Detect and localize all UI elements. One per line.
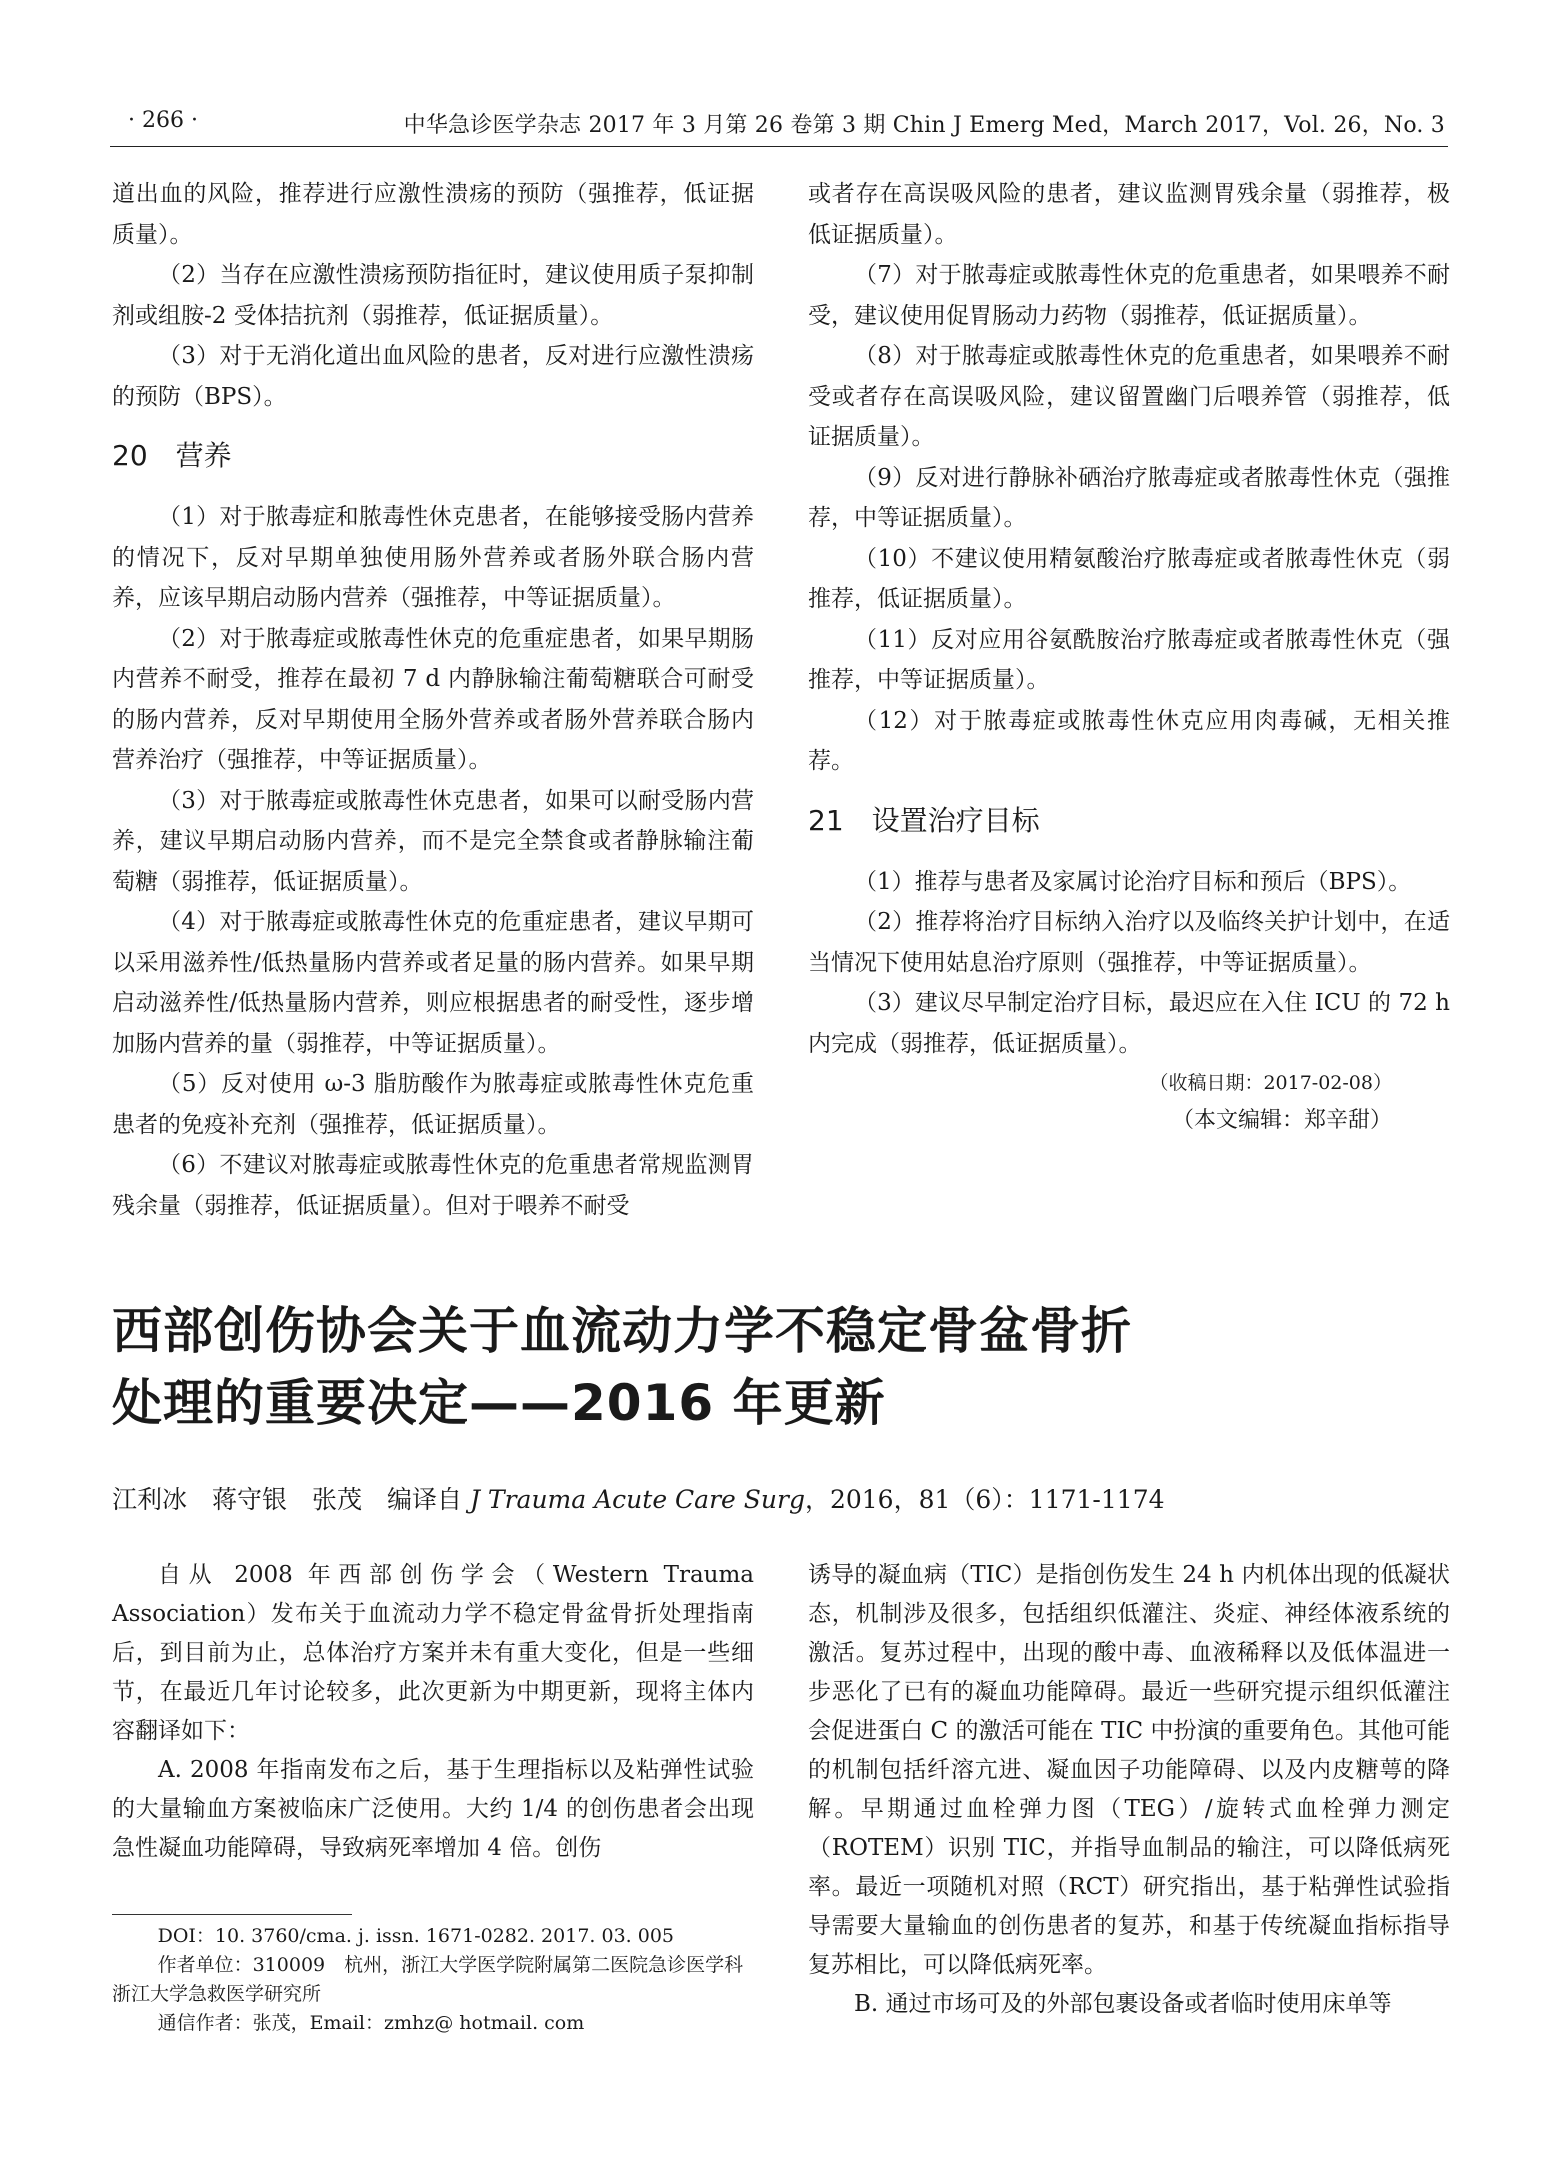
paragraph: （12）对于脓毒症或脓毒性休克应用肉毒碱，无相关推荐。 — [808, 707, 1450, 774]
footnotes — [112, 1922, 754, 2038]
paragraph: （2）对于脓毒症或脓毒性休克的危重症患者，如果早期肠内营养不耐受，推荐在最初 7 d 内静脉输注葡萄糖联合可耐受的肠内营养，反对早期使用全肠外营养或者肠外营养联合肠内营养治疗（强推荐，中等证据质量）。 — [112, 625, 754, 773]
paragraph: （2）当存在应激性溃疡预防指征时，建议使用质子泵抑制剂或组胺-2 受体拮抗剂（弱推荐，低证据质量）。 — [112, 262, 754, 329]
article-right-column — [808, 1556, 1450, 2024]
authors: 江利冰 蒋守银 张茂 编译自 — [112, 1485, 470, 1514]
paragraph: （1）推荐与患者及家属讨论治疗目标和预后（BPS）。 — [854, 868, 1412, 895]
correspondence: 通信作者：张茂，Email：zmhz@ hotmail. com — [157, 2012, 585, 2034]
section-heading-nutrition — [112, 435, 754, 477]
source-journal: J Trauma Acute Care Surg — [469, 1485, 805, 1514]
page-number: · 266 · — [128, 108, 198, 133]
paragraph: （11）反对应用谷氨酰胺治疗脓毒症或者脓毒性休克（强推荐，中等证据质量）。 — [808, 626, 1450, 693]
affiliation: 作者单位：310009 杭州，浙江大学医学院附属第二医院急诊医学科 浙江大学急救医学研究所 — [112, 1954, 744, 2005]
source-detail: ，2016，81（6）：1171-1174 — [804, 1485, 1165, 1514]
section-heading-treatment-goals — [808, 800, 1450, 842]
paragraph: 或者存在高误吸风险的患者，建议监测胃残余量（弱推荐，极低证据质量）。 — [808, 181, 1450, 248]
paragraph: （4）对于脓毒症或脓毒性休克的危重症患者，建议早期可以采用滋养性/低热量肠内营养或者足量的肠内营养。如果早期启动滋养性/低热量肠内营养，则应根据患者的耐受性，逐步增加肠内营养的量（弱推荐，中等证据质量）。 — [112, 909, 754, 1057]
section-title: 设置治疗目标 — [871, 803, 1040, 837]
paragraph: （9）反对进行静脉补硒治疗脓毒症或者脓毒性休克（强推荐，中等证据质量）。 — [808, 464, 1450, 531]
left-column — [112, 174, 754, 1226]
editor-note: （本文编辑：郑辛甜） — [1171, 1108, 1392, 1133]
right-column — [808, 174, 1450, 1140]
title-line-2: 处理的重要决定——2016 年更新 — [112, 1374, 886, 1432]
paragraph: （1）对于脓毒症和脓毒性休克患者，在能够接受肠内营养的情况下，反对早期单独使用肠外营养或者肠外联合肠内营养，应该早期启动肠内营养（强推荐，中等证据质量）。 — [112, 504, 754, 611]
article-title — [112, 1295, 1442, 1439]
section-title: 营养 — [175, 439, 232, 472]
paragraph: 诱导的凝血病（TIC）是指创伤发生 24 h 内机体出现的低凝状态，机制涉及很多，包括组织低灌注、炎症、神经体液系统的激活。复苏过程中，出现的酸中毒、血液稀释以及低体温进一步恶化了已有的凝血功能障碍。最近一些研究提示组织低灌注会促进蛋白 C 的激活可能在 TIC 中扮演的重要角色。其他可能的机制包括纤溶亢进、凝血因子功能障碍、以及内皮糖萼的降解。早期通过血栓弹力图（TEG）/旋转式血栓弹力测定（ROTEM）识别 TIC，并指导血制品的输注，可以降低病死率。最近一项随机对照（RCT）研究指出，基于粘弹性试验指导需要大量输血的创伤患者的复苏，和基于传统凝血指标指导复苏相比，可以降低病死率。 — [808, 1562, 1450, 1978]
paragraph: （10）不建议使用精氨酸治疗脓毒症或者脓毒性休克（弱推荐，低证据质量）。 — [808, 545, 1450, 612]
paragraph: （5）反对使用 ω-3 脂肪酸作为脓毒症或脓毒性休克危重患者的免疫补充剂（强推荐，低证据质量）。 — [112, 1071, 754, 1138]
paragraph: （3）对于无消化道出血风险的患者，反对进行应激性溃疡的预防（BPS）。 — [112, 343, 754, 410]
paragraph: 自从 2008 年西部创伤学会（Western Trauma Association）发布关于血流动力学不稳定骨盆骨折处理指南后，到目前为止，总体治疗方案并未有重大变化，但是一些细节，在最近几年讨论较多，此次更新为中期更新，现将主体内容翻译如下： — [112, 1562, 754, 1744]
received-date: （收稿日期：2017-02-08） — [1149, 1072, 1392, 1094]
section-number: 20 — [112, 439, 148, 472]
paragraph: （7）对于脓毒症或脓毒性休克的危重患者，如果喂养不耐受，建议使用促胃肠动力药物（弱推荐，低证据质量）。 — [808, 262, 1450, 329]
paragraph: （6）不建议对脓毒症或脓毒性休克的危重患者常规监测胃残余量（弱推荐，低证据质量）。但对于喂养不耐受 — [112, 1152, 754, 1219]
doi: DOI：10. 3760/cma. j. issn. 1671-0282. 2017. 03. 005 — [157, 1925, 675, 1947]
journal-header: 中华急诊医学杂志 2017 年 3 月第 26 卷第 3 期 Chin J Emerg Med，March 2017，Vol. 26，No. 3 — [403, 113, 1445, 138]
byline — [112, 1480, 1165, 1516]
paragraph: （2）推荐将治疗目标纳入治疗以及临终关护计划中，在适当情况下使用姑息治疗原则（强推荐，中等证据质量）。 — [808, 909, 1450, 976]
paragraph: （3）对于脓毒症或脓毒性休克患者，如果可以耐受肠内营养，建议早期启动肠内营养，而不是完全禁食或者静脉输注葡萄糖（弱推荐，低证据质量）。 — [112, 787, 754, 895]
article-left-column — [112, 1556, 754, 1868]
footnote-rule — [112, 1914, 352, 1915]
paragraph: （3）建议尽早制定治疗目标，最迟应在入住 ICU 的 72 h 内完成（弱推荐，低证据质量）。 — [808, 990, 1450, 1057]
paragraph: B. 通过市场可及的外部包裹设备或者临时使用床单等 — [854, 1991, 1392, 2017]
title-line-1: 西部创伤协会关于血流动力学不稳定骨盆骨折 — [112, 1302, 1132, 1360]
paragraph: （8）对于脓毒症或脓毒性休克的危重患者，如果喂养不耐受或者存在高误吸风险，建议留置幽门后喂养管（弱推荐，低证据质量）。 — [808, 343, 1450, 450]
paragraph: 道出血的风险，推荐进行应激性溃疡的预防（强推荐，低证据质量）。 — [112, 181, 754, 248]
paragraph: A. 2008 年指南发布之后，基于生理指标以及粘弹性试验的大量输血方案被临床广泛使用。大约 1/4 的创伤患者会出现急性凝血功能障碍，导致病死率增加 4 倍。创伤 — [112, 1757, 754, 1861]
header-rule — [110, 146, 1448, 147]
section-number: 21 — [808, 803, 844, 837]
